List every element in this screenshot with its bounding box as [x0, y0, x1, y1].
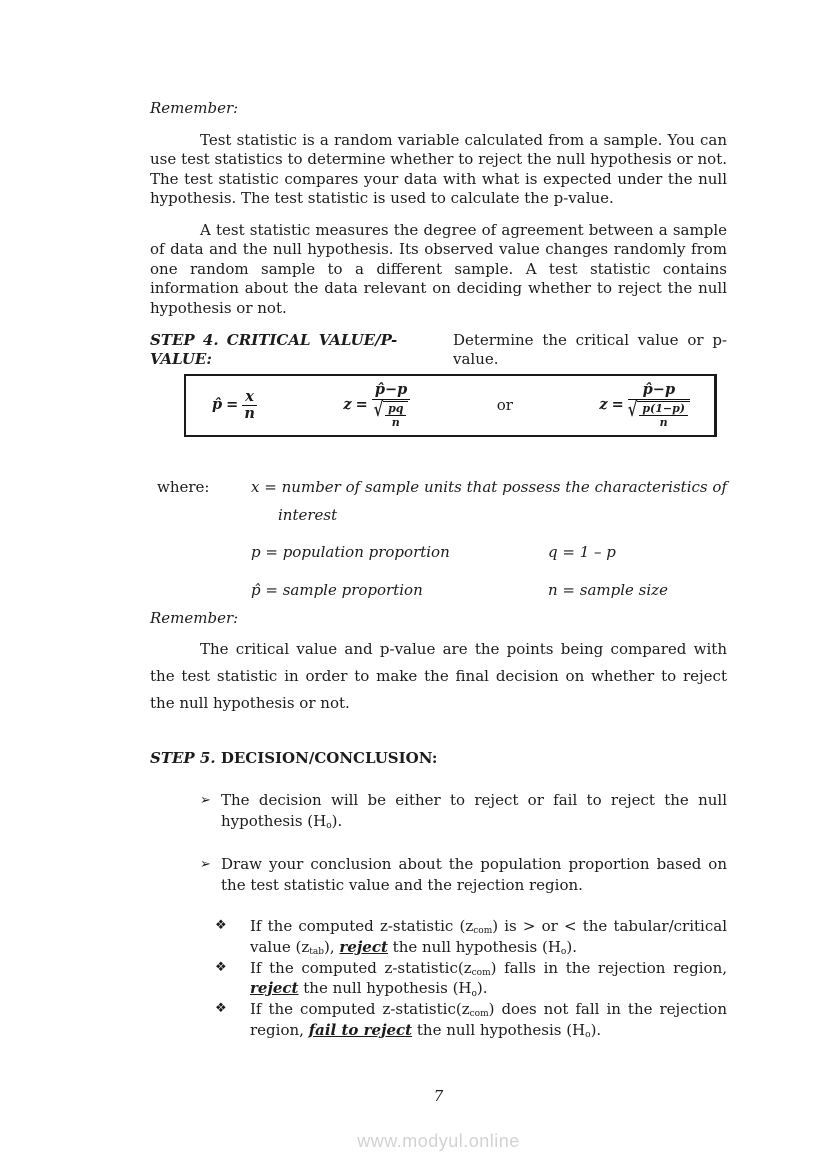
emphasis-reject: reject	[339, 937, 388, 956]
step5-heading	[150, 749, 727, 769]
step4-label: STEP 4. CRITICAL VALUE/P-VALUE:	[150, 331, 398, 368]
remember-heading-1: Remember:	[150, 99, 239, 117]
fraction-x-over-n: $\frac{x}{n}$	[242, 390, 257, 422]
square-root	[373, 398, 409, 429]
list-item-text: If the computed z-statistic $(z_{com})$ is > or < the tabular/critical value $(z_{tab})$, reject the null hypothesis $(H_o)$.	[250, 917, 727, 958]
radical-icon: √	[627, 398, 638, 421]
list-item	[215, 958, 727, 1000]
arrow-bullet-icon: ➢	[200, 793, 211, 808]
formula-z-p1p	[599, 383, 690, 428]
formula-box	[184, 374, 717, 437]
or-label: or	[496, 396, 513, 414]
page-number: 7	[433, 1086, 444, 1105]
step4-heading	[150, 331, 727, 369]
paragraph-test-statistic-1: Test statistic is a random variable calculated from a sample. You can use test statistics to determine whether to reject the null hypothesis or not. The test statistic compares your data with what is expected under the null hypothesis. The test statistic is used to calculate the p-value.	[150, 130, 727, 207]
definition-x-line1: x = number of sample units that possess the characteristics of	[251, 478, 727, 496]
list-item	[200, 790, 727, 832]
list-item	[200, 854, 727, 896]
fraction-pq-over-n: $\frac{pq}{n}$	[385, 403, 406, 428]
phat-symbol: p̂	[212, 396, 223, 414]
list-item-text: The decision will be either to reject or fail to reject the null hypothesis $(H_o)$.	[221, 791, 727, 832]
fraction-z-p1p: p̂−p √ $\frac{p(1-p)}{n}$	[628, 383, 690, 428]
definition-x-line2: interest	[278, 505, 338, 524]
where-label: where:	[157, 478, 210, 496]
emphasis-reject: reject	[250, 979, 299, 998]
step5-label-italic: STEP 5.	[150, 748, 216, 767]
remember-heading-2: Remember:	[150, 609, 239, 627]
fraction-z-pq: p̂−p √ $\frac{pq}{n}$	[372, 383, 410, 428]
radical-icon: √	[373, 398, 384, 421]
formula-z-pq	[343, 383, 410, 428]
where-definitions	[150, 478, 727, 600]
page-content	[150, 0, 727, 1152]
list-item-text: If the computed $z-statistic(z_{com})$ does not fall in the rejection region, fail to reject the null hypothesis $(H_o)$.	[250, 1000, 727, 1041]
fraction-p1p-over-n: $\frac{p(1-p)}{n}$	[639, 403, 688, 428]
definition-q: q = 1 – p	[548, 543, 616, 561]
definition-row-p-q	[251, 543, 727, 563]
definition-phat: p̂ = sample proportion	[251, 580, 423, 599]
diamond-bullet-list	[150, 916, 727, 1041]
square-root	[627, 398, 690, 429]
equals-sign: =	[355, 396, 368, 414]
z-symbol: z	[343, 396, 352, 414]
list-item	[215, 916, 727, 958]
watermark: www.modyul.online	[357, 1131, 520, 1152]
diamond-bullet-icon: ❖	[215, 1001, 227, 1017]
list-item-text: Draw your conclusion about the population proportion based on the test statistic value and the rejection region.	[221, 855, 727, 894]
arrow-bullet-icon: ➢	[200, 857, 211, 872]
definition-p: p = population proportion	[251, 543, 450, 561]
paragraph-test-statistic-2: A test statistic measures the degree of agreement between a sample of data and the null hypothesis. Its observed value changes randomly from one random sample to a different sample. A test statistic contains information about the data relevant on deciding whether to reject the null hypothesis or not.	[150, 220, 727, 317]
equals-sign: =	[226, 396, 239, 414]
definition-n: n = sample size	[548, 580, 668, 599]
paragraph-critical-value: The critical value and p-value are the points being compared with the test statistic in order to make the final decision on whether to reject the null hypothesis or not.	[150, 639, 727, 712]
diamond-bullet-icon: ❖	[215, 959, 227, 975]
step5-label-bold: DECISION/CONCLUSION:	[215, 748, 438, 767]
emphasis-fail-to-reject: fail to reject	[308, 1020, 413, 1039]
step4-description: Determine the critical value or p-value.	[453, 331, 727, 368]
list-item	[215, 999, 727, 1041]
list-item-text: If the computed $z-statistic(z_{com})$ falls in the rejection region, reject the null hypothesis $(H_o)$.	[250, 958, 727, 999]
diamond-bullet-icon: ❖	[215, 918, 227, 933]
z-symbol: z	[599, 396, 608, 414]
equals-sign: =	[611, 396, 624, 414]
definition-row-phat-n	[251, 581, 727, 601]
formula-phat	[212, 387, 257, 422]
